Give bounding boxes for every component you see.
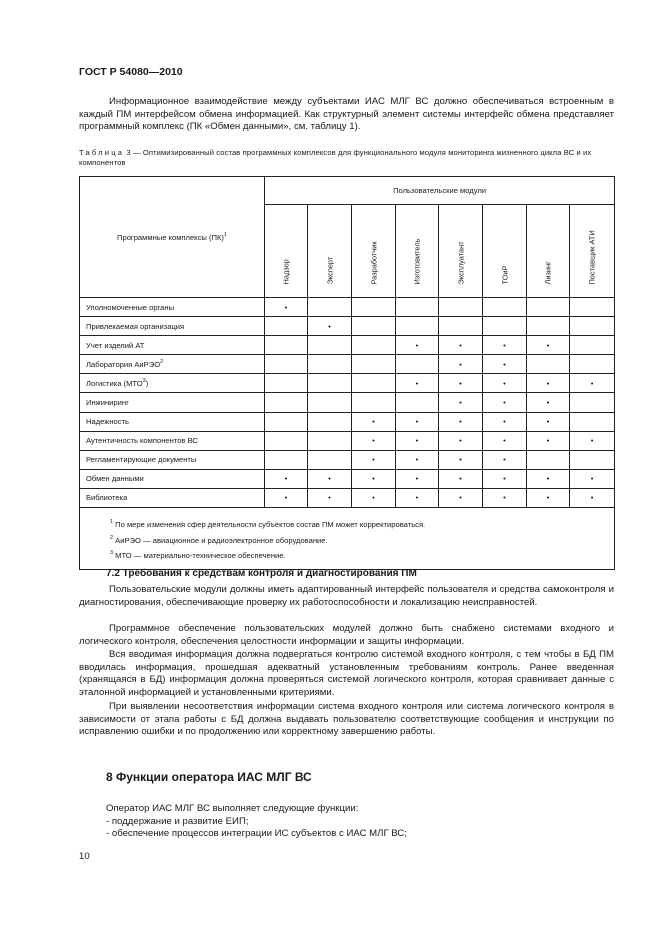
- column-header: [396, 205, 439, 298]
- table-cell: [265, 336, 308, 355]
- table-cell: •: [308, 317, 352, 336]
- table-cell: •: [265, 488, 308, 507]
- list-item: Оператор ИАС МЛГ ВС выполняет следующие функции:: [106, 803, 359, 814]
- list-item: - поддержание и развитие ЕИП;: [106, 815, 249, 827]
- column-header-label: Разработчик: [369, 241, 378, 285]
- table-cell: •: [352, 431, 396, 450]
- column-header-label: Надзор: [281, 259, 291, 285]
- table-cell: [308, 336, 352, 355]
- table-cell: •: [439, 393, 483, 412]
- table-cell: •: [570, 374, 615, 393]
- table-cell: •: [439, 336, 483, 355]
- table-cell: [265, 412, 308, 431]
- table-cell: •: [483, 355, 527, 374]
- modules-table: [79, 176, 615, 570]
- table-cell: •: [439, 450, 483, 469]
- column-header-label: Изготовитель: [412, 238, 422, 285]
- table-cell: •: [527, 469, 570, 488]
- table-cell: •: [527, 393, 570, 412]
- table-row: [80, 355, 615, 374]
- table-row: [80, 374, 615, 393]
- table-cell: [570, 317, 615, 336]
- table-cell: •: [439, 412, 483, 431]
- table-cell: •: [352, 450, 396, 469]
- table-cell: •: [483, 431, 527, 450]
- table-cell: •: [265, 298, 308, 317]
- table-cell: •: [439, 488, 483, 507]
- table-cell: •: [439, 431, 483, 450]
- table-cell: [352, 317, 396, 336]
- row-label: Учет изделий АТ: [80, 336, 265, 355]
- row-label: Надежность: [80, 412, 265, 431]
- table-cell: [265, 317, 308, 336]
- document-header: ГОСТ Р 54080—2010: [79, 66, 183, 78]
- section-8-list: [106, 803, 407, 841]
- row-label: Библиотека: [80, 488, 265, 507]
- section-8-heading: 8 Функции оператора ИАС МЛГ ВС: [106, 770, 312, 784]
- row-label: Привлекаемая организация: [80, 317, 265, 336]
- footnote: $^1$ По мере изменения сфер деятельности субъектов состав ПМ может корректироваться.: [110, 519, 426, 530]
- table-cell: [483, 298, 527, 317]
- table-cell: [570, 393, 615, 412]
- table-cell: •: [527, 336, 570, 355]
- table-cell: [527, 355, 570, 374]
- column-header: [527, 205, 570, 298]
- table-cell: •: [570, 431, 615, 450]
- table-cell: •: [396, 374, 439, 393]
- table-cell: [439, 317, 483, 336]
- table-cell: [265, 393, 308, 412]
- page-number: 10: [79, 851, 90, 862]
- table-cell: [570, 298, 615, 317]
- table-cell: [396, 317, 439, 336]
- footnote: $^2$ АиРЭО — авиационное и радиоэлектронное оборудование.: [110, 534, 328, 545]
- table-cell: [308, 431, 352, 450]
- table-cell: •: [483, 450, 527, 469]
- table-cell: [439, 298, 483, 317]
- column-header-label: ТОиР: [500, 265, 509, 285]
- column-header: [352, 205, 396, 298]
- table-cell: [527, 298, 570, 317]
- intro-paragraph: Информационное взаимодействие между субъектами ИАС МЛГ ВС должно обеспечиваться встроенным в каждый ПМ интерфейсом обмена информацией. Как структурный элемент системы интерфейс обмена представляет программный комплекс (ПК «Обмен данными», см. таблицу 1).: [79, 96, 614, 133]
- table-cell: •: [527, 431, 570, 450]
- table-cell: [570, 450, 615, 469]
- table-cell: •: [483, 488, 527, 507]
- table-cell: [265, 431, 308, 450]
- table-cell: •: [570, 469, 615, 488]
- section-7-2-heading: 7.2 Требования к средствам контроля и диагностирования ПМ: [106, 568, 417, 579]
- table-row: [80, 412, 615, 431]
- column-header: [265, 205, 308, 298]
- table-cell: •: [439, 355, 483, 374]
- table-cell: [308, 374, 352, 393]
- row-header-cell: Программные комплексы (ПК)$^1$: [80, 177, 265, 298]
- table-cell: [527, 450, 570, 469]
- table-cell: •: [265, 469, 308, 488]
- table-cell: •: [483, 469, 527, 488]
- column-header-label: Поставщик АТИ: [587, 230, 597, 285]
- table-cell: [352, 355, 396, 374]
- table-row: [80, 450, 615, 469]
- table-cell: •: [439, 469, 483, 488]
- table-cell: [352, 336, 396, 355]
- table-row: [80, 298, 615, 317]
- table-caption: Таблица 3 — Оптимизированный состав программных комплексов для функционального модуля мониторинга жизненного цикла ВС и их компонентов: [79, 148, 592, 167]
- table-row: [80, 336, 615, 355]
- table-cell: •: [396, 450, 439, 469]
- row-label: Логистика (МТО$^3$): [80, 374, 265, 393]
- table-cell: •: [352, 469, 396, 488]
- table-cell: •: [527, 412, 570, 431]
- table-row: [80, 431, 615, 450]
- table-row: [80, 488, 615, 507]
- section-7-2-paragraph: Вся вводимая информация должна подвергаться контролю системой входного контроля, с тем чтобы в БД ПМ вводилась информация, прошедшая адекватный установленным требованиям контроль. Ранее введенная (хранящаяся в БД) информация должна проверяться системой логического контроля, которая сравнивает данные с эталонной информацией и установленными критериями.: [79, 649, 614, 698]
- table-row: [80, 317, 615, 336]
- table-cell: [570, 412, 615, 431]
- column-header-label: Эксплуатант: [456, 241, 465, 285]
- table-cell: •: [396, 336, 439, 355]
- table-cell: •: [396, 488, 439, 507]
- section-7-2-paragraph: Программное обеспечение пользовательских модулей должно быть снабжено системами входного и логического контроля, обеспечения целостности информации и защиты информации.: [79, 623, 614, 647]
- row-label: Лаборатория АиРЭО$^2$: [80, 355, 265, 374]
- footnote: $^3$ МТО — материально-техническое обеспечение.: [110, 550, 286, 561]
- table-cell: •: [570, 488, 615, 507]
- column-header: [570, 205, 615, 298]
- table-cell: [352, 298, 396, 317]
- table-cell: [308, 450, 352, 469]
- group-header-cell: Пользовательские модули: [265, 177, 615, 205]
- table-cell: •: [483, 412, 527, 431]
- column-header: [308, 205, 352, 298]
- table-cell: •: [396, 412, 439, 431]
- table-cell: [308, 412, 352, 431]
- table-cell: •: [483, 374, 527, 393]
- table-cell: [396, 298, 439, 317]
- table-cell: [570, 355, 615, 374]
- table-cell: [352, 374, 396, 393]
- table-cell: •: [527, 488, 570, 507]
- table-cell: •: [439, 374, 483, 393]
- table-cell: [396, 393, 439, 412]
- table-cell: •: [352, 488, 396, 507]
- table-cell: •: [396, 431, 439, 450]
- row-label: Регламентирующие документы: [80, 450, 265, 469]
- table-cell: [265, 374, 308, 393]
- column-header-label: Лизинг: [543, 261, 553, 285]
- section-7-2-paragraph: При выявлении несоответствия информации система входного контроля или система логического контроля в зависимости от этапа работы с БД должна выдавать пользователю соответствующие сообщения и инструкции по исправлению ошибки и по продолжению или корректному завершению работы.: [79, 701, 614, 738]
- column-header-label: Эксперт: [325, 256, 334, 285]
- table-cell: [265, 450, 308, 469]
- table-cell: •: [527, 374, 570, 393]
- table-cell: •: [308, 469, 352, 488]
- column-header: [483, 205, 527, 298]
- list-item: - обеспечение процессов интеграции ИС субъектов с ИАС МЛГ ВС;: [106, 828, 407, 840]
- table-cell: [527, 317, 570, 336]
- table-cell: [570, 336, 615, 355]
- column-header: [439, 205, 483, 298]
- row-label: Уполномоченные органы: [80, 298, 265, 317]
- table-cell: [308, 298, 352, 317]
- table-cell: [308, 393, 352, 412]
- table-cell: [352, 393, 396, 412]
- table-row: [80, 469, 615, 488]
- table-cell: [396, 355, 439, 374]
- table-cell: [265, 355, 308, 374]
- table-cell: •: [352, 412, 396, 431]
- table-cell: •: [483, 336, 527, 355]
- table-row: [80, 393, 615, 412]
- section-7-2-paragraph: Пользовательские модули должны иметь адаптированный интерфейс пользователя и средства самоконтроля и диагностирования, обеспечивающие проверку их работоспособности и локализацию неисправностей.: [79, 584, 614, 608]
- table-cell: •: [396, 469, 439, 488]
- table-cell: •: [483, 393, 527, 412]
- row-label: Инжиниринг: [80, 393, 265, 412]
- row-label: Обмен данными: [80, 469, 265, 488]
- row-label: Аутентичность компонентов ВС: [80, 431, 265, 450]
- table-cell: •: [308, 488, 352, 507]
- table-cell: [483, 317, 527, 336]
- table-cell: [308, 355, 352, 374]
- table-footnotes: [80, 508, 615, 570]
